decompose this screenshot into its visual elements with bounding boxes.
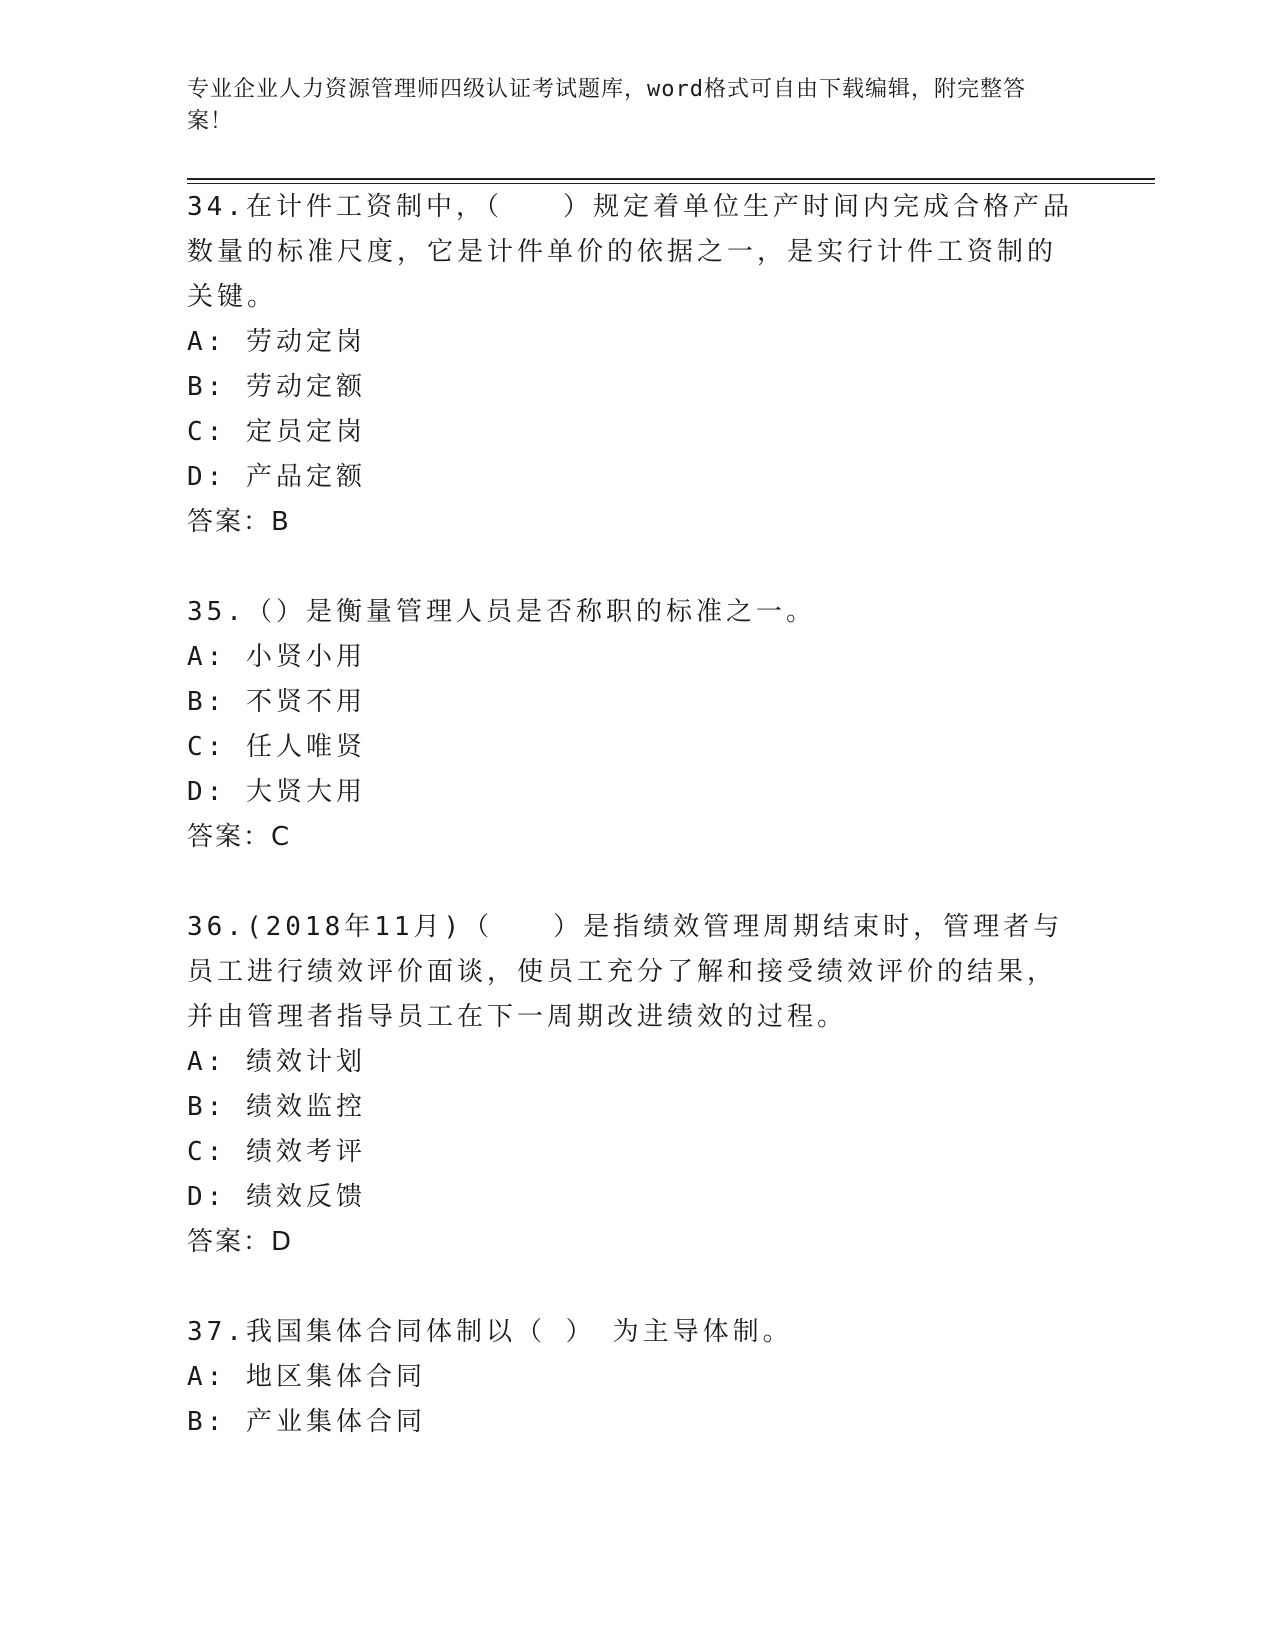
question-37 (187, 1310, 1077, 1445)
option-a: A: 劳动定岗 (187, 327, 366, 357)
question-stem: 37.我国集体合同体制以（ ） 为主导体制。 (187, 1317, 793, 1347)
question-stem: 36.(2018年11月)（ ）是指绩效管理周期结束时，管理者与员工进行绩效评价面谈，使员工充分了解和接受绩效评价的结果，并由管理者指导员工在下一周期改进绩效的过程。 (187, 912, 1064, 1032)
option-c: C: 绩效考评 (187, 1137, 366, 1167)
answer: 答案：D (187, 1227, 294, 1257)
option-b: B: 劳动定额 (187, 372, 366, 402)
option-a: A: 地区集体合同 (187, 1362, 426, 1392)
answer: 答案：C (187, 822, 292, 852)
question-35 (187, 590, 1077, 860)
question-stem: 35.（）是衡量管理人员是否称职的标准之一。 (187, 597, 816, 627)
option-b: B: 产业集体合同 (187, 1407, 426, 1437)
option-a: A: 绩效计划 (187, 1047, 366, 1077)
option-d: D: 绩效反馈 (187, 1182, 366, 1212)
header-divider-thick (187, 178, 1155, 180)
question-34 (187, 185, 1077, 545)
option-a: A: 小贤小用 (187, 642, 366, 672)
option-c: C: 定员定岗 (187, 417, 366, 447)
header-divider-thin (187, 183, 1155, 184)
question-36 (187, 905, 1077, 1265)
answer: 答案：B (187, 507, 291, 537)
document-header: 专业企业人力资源管理师四级认证考试题库，word格式可自由下载编辑，附完整答案！ (187, 77, 1026, 134)
option-b: B: 绩效监控 (187, 1092, 366, 1122)
option-d: D: 产品定额 (187, 462, 366, 492)
option-d: D: 大贤大用 (187, 777, 366, 807)
option-b: B: 不贤不用 (187, 687, 366, 717)
question-stem: 34.在计件工资制中，（ ）规定着单位生产时间内完成合格产品数量的标准尺度，它是计件单价的依据之一，是实行计件工资制的关键。 (187, 192, 1073, 312)
option-c: C: 任人唯贤 (187, 732, 366, 762)
